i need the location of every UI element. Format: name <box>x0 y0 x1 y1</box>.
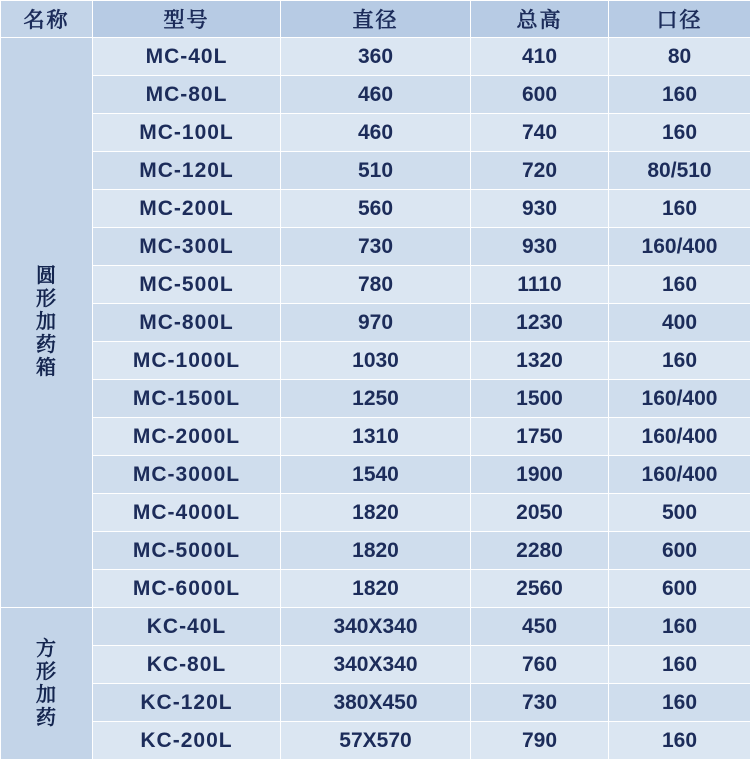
cell-mouth-diameter: 160/400 <box>609 228 750 266</box>
cell-diameter: 460 <box>281 114 471 152</box>
cell-model: MC-800L <box>93 304 281 342</box>
cell-total-height: 1900 <box>471 456 609 494</box>
cell-diameter: 1820 <box>281 570 471 608</box>
table-body <box>1 38 750 760</box>
column-header-diameter: 直径 <box>281 1 471 38</box>
cell-model: MC-100L <box>93 114 281 152</box>
cell-mouth-diameter: 600 <box>609 532 750 570</box>
cell-diameter: 380X450 <box>281 684 471 722</box>
cell-total-height: 2280 <box>471 532 609 570</box>
cell-mouth-diameter: 160 <box>609 608 750 646</box>
cell-total-height: 2560 <box>471 570 609 608</box>
cell-model: MC-5000L <box>93 532 281 570</box>
table-row <box>1 456 750 494</box>
cell-mouth-diameter: 160/400 <box>609 418 750 456</box>
cell-total-height: 1110 <box>471 266 609 304</box>
cell-diameter: 560 <box>281 190 471 228</box>
cell-total-height: 2050 <box>471 494 609 532</box>
cell-model: MC-1500L <box>93 380 281 418</box>
table-row <box>1 114 750 152</box>
cell-diameter: 460 <box>281 76 471 114</box>
cell-model: KC-200L <box>93 722 281 760</box>
cell-model: MC-200L <box>93 190 281 228</box>
cell-model: MC-4000L <box>93 494 281 532</box>
column-header-model: 型号 <box>93 1 281 38</box>
cell-mouth-diameter: 160/400 <box>609 380 750 418</box>
table-header <box>1 1 750 38</box>
table-row <box>1 494 750 532</box>
cell-mouth-diameter: 160 <box>609 684 750 722</box>
cell-diameter: 1250 <box>281 380 471 418</box>
cell-mouth-diameter: 500 <box>609 494 750 532</box>
cell-diameter: 780 <box>281 266 471 304</box>
table-row <box>1 152 750 190</box>
cell-diameter: 970 <box>281 304 471 342</box>
table-row <box>1 418 750 456</box>
cell-total-height: 1320 <box>471 342 609 380</box>
table-header-row <box>1 1 750 38</box>
cell-total-height: 930 <box>471 228 609 266</box>
cell-mouth-diameter: 160 <box>609 342 750 380</box>
column-header-total-height: 总高 <box>471 1 609 38</box>
cell-diameter: 340X340 <box>281 646 471 684</box>
cell-mouth-diameter: 160 <box>609 190 750 228</box>
table-row <box>1 38 750 76</box>
cell-diameter: 57X570 <box>281 722 471 760</box>
cell-model: KC-40L <box>93 608 281 646</box>
cell-diameter: 1820 <box>281 532 471 570</box>
table-row <box>1 722 750 760</box>
cell-model: KC-80L <box>93 646 281 684</box>
cell-total-height: 410 <box>471 38 609 76</box>
table-row <box>1 342 750 380</box>
cell-total-height: 450 <box>471 608 609 646</box>
group-label-round-tank <box>1 38 93 608</box>
table-row <box>1 570 750 608</box>
cell-mouth-diameter: 80 <box>609 38 750 76</box>
table-row <box>1 608 750 646</box>
cell-mouth-diameter: 160 <box>609 266 750 304</box>
group-label-square-tank <box>1 608 93 760</box>
cell-total-height: 790 <box>471 722 609 760</box>
cell-total-height: 730 <box>471 684 609 722</box>
cell-diameter: 510 <box>281 152 471 190</box>
cell-total-height: 1500 <box>471 380 609 418</box>
cell-diameter: 730 <box>281 228 471 266</box>
cell-diameter: 1820 <box>281 494 471 532</box>
cell-mouth-diameter: 160 <box>609 76 750 114</box>
cell-total-height: 720 <box>471 152 609 190</box>
table-row <box>1 266 750 304</box>
group-label-text: 方形加药 <box>36 638 58 730</box>
cell-model: MC-6000L <box>93 570 281 608</box>
cell-model: MC-500L <box>93 266 281 304</box>
cell-model: MC-300L <box>93 228 281 266</box>
cell-mouth-diameter: 160 <box>609 114 750 152</box>
cell-model: MC-80L <box>93 76 281 114</box>
cell-model: MC-40L <box>93 38 281 76</box>
cell-mouth-diameter: 400 <box>609 304 750 342</box>
table-row <box>1 76 750 114</box>
table-row <box>1 532 750 570</box>
cell-total-height: 930 <box>471 190 609 228</box>
cell-total-height: 600 <box>471 76 609 114</box>
cell-diameter: 1030 <box>281 342 471 380</box>
cell-mouth-diameter: 160 <box>609 646 750 684</box>
cell-total-height: 760 <box>471 646 609 684</box>
table-row <box>1 190 750 228</box>
table-row <box>1 646 750 684</box>
group-label-text: 圆形加药箱 <box>36 265 58 380</box>
cell-total-height: 1230 <box>471 304 609 342</box>
cell-model: KC-120L <box>93 684 281 722</box>
cell-mouth-diameter: 80/510 <box>609 152 750 190</box>
column-header-name: 名称 <box>1 1 93 38</box>
cell-model: MC-3000L <box>93 456 281 494</box>
cell-diameter: 1310 <box>281 418 471 456</box>
cell-mouth-diameter: 160 <box>609 722 750 760</box>
cell-diameter: 1540 <box>281 456 471 494</box>
table-row <box>1 304 750 342</box>
cell-model: MC-120L <box>93 152 281 190</box>
cell-mouth-diameter: 600 <box>609 570 750 608</box>
table-row <box>1 380 750 418</box>
table-row <box>1 684 750 722</box>
cell-diameter: 340X340 <box>281 608 471 646</box>
cell-total-height: 740 <box>471 114 609 152</box>
cell-model: MC-2000L <box>93 418 281 456</box>
cell-mouth-diameter: 160/400 <box>609 456 750 494</box>
cell-total-height: 1750 <box>471 418 609 456</box>
table-row <box>1 228 750 266</box>
cell-diameter: 360 <box>281 38 471 76</box>
cell-model: MC-1000L <box>93 342 281 380</box>
column-header-mouth-diameter: 口径 <box>609 1 750 38</box>
